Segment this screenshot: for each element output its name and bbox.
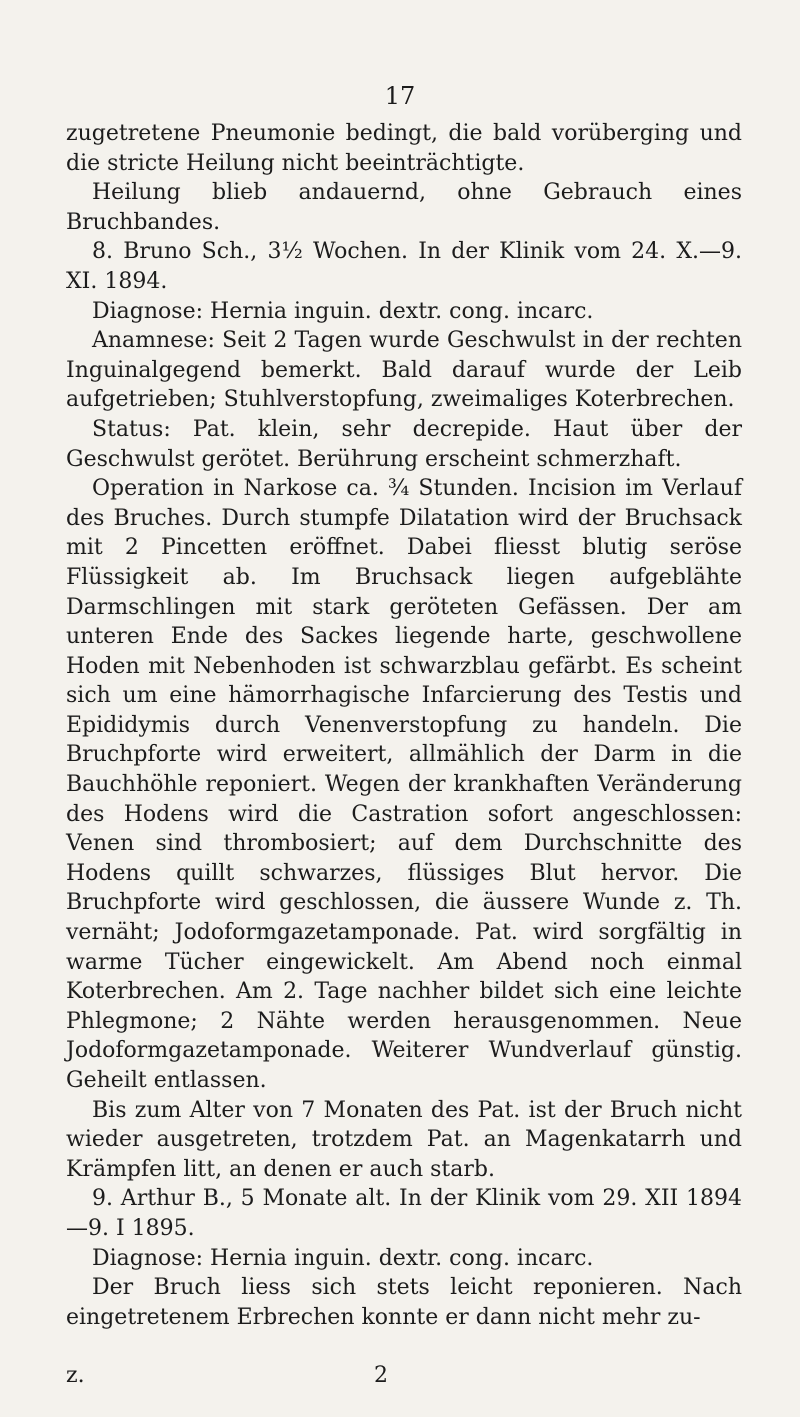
paragraph: Der Bruch liess sich stets leicht reponieren. Nach eingetretenem Erbrechen konnte er dann nicht mehr zu- bbox=[66, 1275, 742, 1330]
paragraph: Status: Pat. klein, sehr decrepide. Haut über der Geschwulst gerötet. Berührung erscheint schmerzhaft. bbox=[66, 416, 742, 472]
paragraph: zugetretene Pneumonie bedingt, die bald vorüberging und die stricte Heilung nicht beeinträchtigte. bbox=[66, 121, 742, 176]
paragraph: Operation in Narkose ca. ¾ Stunden. Incision im Verlauf des Bruches. Durch stumpfe Dilatation wird der Bruchsack mit 2 Pincetten eröffnet. Dabei fliesst blutig seröse Flüssigkeit ab. Im Bruchsack liegen aufgeblähte Darmschlingen mit stark geröteten Gefässen. Der am unteren Ende des Sackes liegende harte, geschwollene Hoden mit Nebenhoden ist schwarzblau gefärbt. Es scheint sich um eine hämorrhagische Infarcierung des Testis und Epididymis durch Venenverstopfung zu handeln. Die Bruchpforte wird erweitert, allmählich der Darm in die Bauchhöhle reponiert. Wegen der krankhaften Veränderung des Hodens wird die Castration sofort angeschlossen: Venen sind thrombosiert; auf dem Durchschnitte des Hodens quillt schwarzes, flüssiges Blut hervor. Die Bruchpforte wird geschlossen, die äussere Wunde z. Th. vernäht; Jodoformgazetamponade. Pat. wird sorgfältig in warme Tücher eingewickelt. Am Abend noch einmal Koterbrechen. Am 2. Tage nachher bildet sich eine leichte Phlegmone; 2 Nähte werden herausgenommen. Neue Jodoformgazetamponade. Weiterer Wundverlauf günstig. Geheilt entlassen. bbox=[66, 476, 742, 1093]
sheet-number: 2 bbox=[374, 1363, 388, 1388]
paragraph: Heilung blieb andauernd, ohne Gebrauch eines Bruchbandes. bbox=[66, 180, 742, 235]
paragraph: Diagnose: Hernia inguin. dextr. cong. incarc. bbox=[92, 1245, 594, 1271]
page-number: 17 bbox=[384, 82, 416, 110]
signature-mark: z. bbox=[66, 1363, 85, 1388]
body-text bbox=[66, 119, 742, 1332]
paragraph: 8. Bruno Sch., 3½ Wochen. In der Klinik vom 24. X.—9. XI. 1894. bbox=[66, 239, 742, 294]
paragraph: 9. Arthur B., 5 Monate alt. In der Klinik vom 29. XII 1894—9. I 1895. bbox=[66, 1186, 742, 1241]
paragraph: Diagnose: Hernia inguin. dextr. cong. incarc. bbox=[92, 298, 594, 324]
paragraph: Anamnese: Seit 2 Tagen wurde Geschwulst in der rechten Inguinalgegend bemerkt. Bald darauf wurde der Leib aufgetrieben; Stuhlverstopfung, zweimaliges Koterbrechen. bbox=[66, 328, 742, 413]
paragraph: Bis zum Alter von 7 Monaten des Pat. ist der Bruch nicht wieder ausgetreten, trotzdem Pat. an Magenkatarrh und Krämpfen litt, an denen er auch starb. bbox=[66, 1097, 742, 1182]
